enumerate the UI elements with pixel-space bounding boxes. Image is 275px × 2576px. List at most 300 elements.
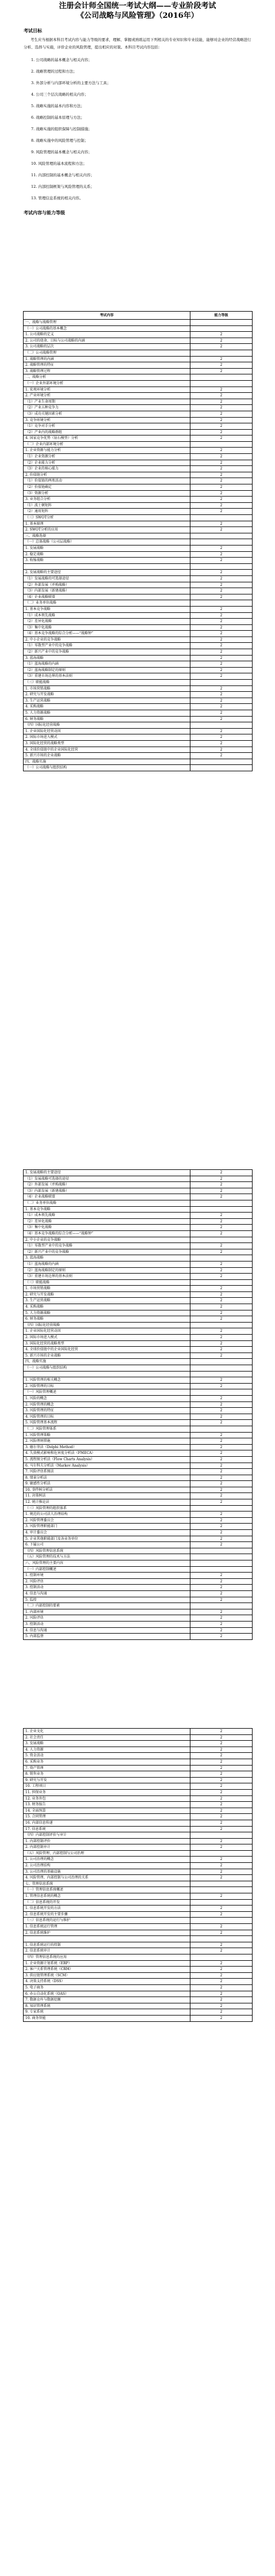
content-cell: 4. 失效模式影响和危害度分析法（FMECA）: [24, 1450, 190, 1457]
table-row: [24, 411, 253, 417]
level-cell: 2: [190, 1578, 253, 1585]
content-cell: 5. 内部监督: [24, 1634, 190, 1640]
table-row: [24, 1869, 253, 1875]
content-cell: 11. 决策树法: [24, 1493, 190, 1499]
content-cell: 2. 发展战略的主要途径: [24, 570, 190, 576]
table-row: [24, 1206, 253, 1213]
level-cell: 2: [190, 1844, 253, 1851]
table-row: [24, 539, 253, 545]
header-content: 考试内容: [24, 312, 190, 320]
content-cell: （二）内部控制的要素: [24, 1603, 190, 1609]
table-row: [24, 1469, 253, 1475]
content-cell: （一）管理信息系统概述: [24, 1887, 190, 1893]
content-cell: 7. 风险评估系图法: [24, 1469, 190, 1475]
table-row: [24, 1383, 253, 1389]
level-cell: [190, 441, 253, 448]
table-row: [24, 1200, 253, 1206]
content-cell: 3. 国际化经营的战略类型: [24, 740, 190, 747]
content-cell: （3）内部发展（新建战略）: [24, 1188, 190, 1194]
table-row: [24, 722, 253, 729]
level-cell: 2: [190, 1789, 253, 1795]
level-cell: 2: [190, 448, 253, 454]
table-row: [24, 643, 253, 649]
table-row: [24, 533, 253, 539]
topic-item: 2. 战略管理的过程和方法；: [31, 69, 77, 74]
content-cell: （2）新兴产业中的竞争战略: [24, 649, 190, 656]
level-cell: 2: [190, 558, 253, 564]
level-cell: 2: [190, 734, 253, 741]
table-row: [24, 673, 253, 680]
level-cell: 2: [190, 1783, 253, 1790]
level-cell: [190, 1936, 253, 1942]
content-cell: 1. 信息系统运行管理: [24, 1924, 190, 1930]
table-row: [24, 655, 253, 661]
table-row: [24, 1432, 253, 1438]
level-cell: 2: [190, 1230, 253, 1237]
syllabus-table-2: [23, 1169, 253, 1640]
table-row: [24, 698, 253, 704]
table-row: [24, 1365, 253, 1372]
table-row: [24, 1789, 253, 1795]
table-row: [24, 1347, 253, 1353]
table-row: [24, 1875, 253, 1881]
table-row: [24, 1420, 253, 1426]
content-cell: 1. 风险的概念: [24, 1395, 190, 1401]
table-row: [24, 1585, 253, 1591]
level-cell: 2: [190, 521, 253, 527]
level-cell: 2: [190, 1771, 253, 1778]
table-row: [24, 1316, 253, 1323]
content-cell: 3. 控制活动: [24, 1621, 190, 1627]
level-cell: 2: [190, 1353, 253, 1359]
table-row: [24, 1286, 253, 1292]
table-row: [24, 1389, 253, 1396]
content-cell: 二、战略分析: [24, 374, 190, 381]
level-cell: 2: [190, 575, 253, 582]
level-cell: 2: [190, 1747, 253, 1753]
content-cell: 2. SWOT分析的应用: [24, 527, 190, 533]
level-cell: 2: [190, 435, 253, 442]
content-cell: 4. 采购战略: [24, 704, 190, 710]
level-cell: [190, 759, 253, 765]
table-row: [24, 521, 253, 527]
content-cell: 2. 研究与开发战略: [24, 692, 190, 698]
level-cell: [190, 1322, 253, 1328]
level-cell: 2: [190, 1765, 253, 1771]
table-row: [24, 2003, 253, 2009]
level-cell: 2: [190, 1298, 253, 1304]
content-cell: 2. 战略管理的特征: [24, 362, 190, 369]
table-row: [24, 747, 253, 753]
topic-item: 4. 公司三个层次战略的相关内容；: [31, 92, 89, 97]
table-row: [24, 1237, 253, 1243]
table-row: [24, 612, 253, 619]
content-cell: （一）企业外部环境分析: [24, 380, 190, 387]
table-row: [24, 1335, 253, 1341]
level-cell: 2: [190, 1597, 253, 1603]
table-row: [24, 1225, 253, 1231]
content-cell: 5. 人力资源战略: [24, 1310, 190, 1316]
level-cell: 2: [190, 1310, 253, 1316]
content-cell: 1. 企业文化: [24, 1729, 190, 1735]
topic-item: 7. 战略实施的组织保障与控制措施；: [31, 127, 92, 131]
content-cell: （一）风险管理概述: [24, 1389, 190, 1396]
level-cell: [190, 1881, 253, 1887]
level-cell: 2: [190, 728, 253, 734]
content-cell: 4. 采购战略: [24, 1304, 190, 1310]
content-cell: [24, 563, 190, 570]
content-cell: 3. 收缩战略: [24, 558, 190, 564]
level-cell: [190, 722, 253, 729]
level-cell: 2: [190, 1808, 253, 1814]
content-cell: 3. 国际化经营的战略类型: [24, 1340, 190, 1347]
content-cell: （五）风险管理的技术与方法: [24, 1554, 190, 1560]
level-cell: 2: [190, 740, 253, 747]
content-cell: （二）企业内部环境分析: [24, 441, 190, 448]
level-cell: 2: [190, 1530, 253, 1536]
table-row: [24, 1426, 253, 1432]
table-row: [24, 1176, 253, 1182]
level-cell: 2: [190, 1414, 253, 1420]
level-cell: 2: [190, 1759, 253, 1765]
content-cell: 7. 数据仓库与数据挖掘: [24, 1997, 190, 2003]
level-cell: 2: [190, 1463, 253, 1469]
content-cell: 7. 资产管理: [24, 1765, 190, 1771]
content-cell: 5. 新兴市场的企业战略: [24, 1353, 190, 1359]
level-cell: 2: [190, 667, 253, 673]
content-cell: 七、管理信息系统: [24, 1881, 190, 1887]
table-row: [24, 1887, 253, 1893]
content-cell: 1. 信息系统开发的方法: [24, 1906, 190, 1912]
table-row: [24, 1188, 253, 1194]
content-cell: （1）竞争对手分析: [24, 423, 190, 430]
level-cell: 2: [190, 387, 253, 393]
level-cell: 2: [190, 661, 253, 668]
level-cell: 2: [190, 1383, 253, 1389]
content-cell: 6. 下属公司: [24, 1542, 190, 1548]
content-cell: （四）国际化经营战略: [24, 722, 190, 729]
level-cell: [190, 1560, 253, 1567]
table-row: [24, 423, 253, 430]
content-cell: （2）蓝海战略制定的原则: [24, 667, 190, 673]
content-cell: 4. 决策支持系统（DSS）: [24, 1979, 190, 1985]
level-cell: [190, 1603, 253, 1609]
table-row: [24, 1414, 253, 1420]
table-row: [24, 1930, 253, 1936]
table-row: [24, 600, 253, 607]
level-cell: 2: [190, 1634, 253, 1640]
topic-item: 5. 战略实施的基本内容和方法；: [31, 104, 85, 108]
content-cell: 1. 管理信息系统的概念: [24, 1893, 190, 1900]
table-row: [24, 332, 253, 338]
table-row: [24, 563, 253, 570]
content-cell: 2. 国际市场进入模式: [24, 734, 190, 741]
content-cell: 2. 社会责任: [24, 1734, 190, 1741]
level-cell: 2: [190, 454, 253, 460]
topic-item: 11. 内部控制的基本概念与相关内容；: [31, 173, 94, 177]
content-cell: 3. 公司治理的基础设施: [24, 1869, 190, 1875]
level-cell: [190, 1566, 253, 1573]
table-row: [24, 1517, 253, 1524]
level-cell: 2: [190, 1170, 253, 1176]
content-cell: 2. 客户关系管理系统（CRM）: [24, 1967, 190, 1973]
table-row: [24, 1371, 253, 1377]
content-cell: （1）发展战略可选择的途径: [24, 1176, 190, 1182]
table-row: [24, 1578, 253, 1585]
table-row: [24, 1747, 253, 1753]
table-row: [24, 753, 253, 759]
level-cell: 2: [190, 1304, 253, 1310]
level-cell: [190, 533, 253, 539]
table-row: [24, 509, 253, 515]
content-cell: 1. 发展战略: [24, 545, 190, 551]
level-cell: 2: [190, 1286, 253, 1292]
topic-item: 13. 管理信息系统的相关内容。: [31, 196, 83, 200]
table-row: [24, 1328, 253, 1335]
level-cell: 2: [190, 1972, 253, 1979]
table-row: [24, 1948, 253, 1954]
table-row: [24, 1298, 253, 1304]
level-cell: 2: [190, 1243, 253, 1249]
level-cell: 2: [190, 1991, 253, 1997]
level-cell: 2: [190, 1182, 253, 1188]
topic-item: 3. 外部分析与内部环境分析的主要方法与工具；: [31, 81, 111, 85]
table-row: [24, 1777, 253, 1783]
content-cell: （4）基本竞争战略的综合分析——“战略钟”: [24, 631, 190, 637]
level-cell: [190, 1200, 253, 1206]
level-cell: 2: [190, 1906, 253, 1912]
level-cell: 2: [190, 1481, 253, 1487]
level-cell: 2: [190, 1573, 253, 1579]
table-row: [24, 1274, 253, 1280]
level-cell: 2: [190, 1267, 253, 1274]
table-row: [24, 527, 253, 533]
level-cell: [190, 1554, 253, 1560]
table-row: [24, 1170, 253, 1176]
level-cell: 2: [190, 1335, 253, 1341]
content-cell: 11. 担保业务: [24, 1789, 190, 1795]
level-cell: 2: [190, 673, 253, 680]
table-row: [24, 1759, 253, 1765]
table-row: [24, 405, 253, 411]
table-row: [24, 1634, 253, 1640]
content-cell: 四、战略实施: [24, 1359, 190, 1365]
content-cell: 1. 发展战略的主要途径: [24, 1170, 190, 1176]
level-cell: [190, 1505, 253, 1511]
level-cell: 2: [190, 1524, 253, 1530]
level-cell: [190, 1887, 253, 1893]
table-row: [24, 765, 253, 771]
level-cell: 2: [190, 1627, 253, 1634]
table-row: [24, 1291, 253, 1298]
level-cell: [190, 1279, 253, 1286]
content-cell: 15. 合同管理: [24, 1814, 190, 1820]
content-cell: 16. 内部信息传递: [24, 1820, 190, 1826]
level-cell: 2: [190, 1395, 253, 1401]
content-cell: （五）风险管理、内部控制与公司治理: [24, 1850, 190, 1857]
table-row: [24, 606, 253, 612]
table-row: [24, 575, 253, 582]
table-row: [24, 1249, 253, 1255]
level-cell: 2: [190, 1261, 253, 1267]
level-cell: [190, 1255, 253, 1262]
content-cell: 5. 风险管理基本流程: [24, 1420, 190, 1426]
table-row: [24, 515, 253, 521]
level-cell: [190, 1365, 253, 1372]
content-cell: （三）风险管理的组织体系: [24, 1505, 190, 1511]
table-row: [24, 1322, 253, 1328]
table-row: [24, 667, 253, 673]
level-cell: 2: [190, 1225, 253, 1231]
table-row: [24, 1960, 253, 1967]
level-cell: 2: [190, 1377, 253, 1384]
level-cell: [190, 1389, 253, 1396]
level-cell: 2: [190, 423, 253, 430]
content-cell: （3）成功关键因素分析: [24, 411, 190, 417]
table-row: [24, 1194, 253, 1200]
level-cell: 2: [190, 710, 253, 717]
content-cell: 5. 企业其他职能部门及各业务单位: [24, 1536, 190, 1542]
level-cell: 2: [190, 1487, 253, 1493]
content-cell: 2. 公司治理结构: [24, 1863, 190, 1869]
content-cell: 1. 市场营销战略: [24, 685, 190, 692]
title-line-2: 《公司战略与风险管理》（2016年）: [77, 12, 198, 20]
content-cell: 13. 财务报告: [24, 1802, 190, 1808]
content-cell: 9. 研究与开发: [24, 1777, 190, 1783]
table-row: [24, 661, 253, 668]
table-row: [24, 710, 253, 717]
level-cell: 2: [190, 1857, 253, 1863]
content-cell: （3）集中化战略: [24, 1225, 190, 1231]
level-cell: [190, 1954, 253, 1960]
content-cell: （4）企业战略联盟: [24, 594, 190, 600]
table-row: [24, 1615, 253, 1622]
table-row: [24, 497, 253, 503]
content-cell: （2）差异化战略: [24, 619, 190, 625]
table-row: [24, 1783, 253, 1790]
content-cell: （2）蓝海战略制定的原则: [24, 1267, 190, 1274]
table-row: [24, 399, 253, 405]
content-cell: 5. 资金活动: [24, 1753, 190, 1759]
table-row: [24, 680, 253, 686]
table-row: [24, 1450, 253, 1457]
table-row: [24, 1795, 253, 1802]
level-cell: [190, 380, 253, 387]
content-cell: （1）价值链的两类活动: [24, 478, 190, 484]
content-cell: 14. 全面预算: [24, 1808, 190, 1814]
table-row: [24, 1942, 253, 1948]
content-cell: （一）公司战略与组织结构: [24, 1365, 190, 1372]
content-cell: （二）风险管理体系: [24, 1426, 190, 1432]
level-cell: 2: [190, 1729, 253, 1735]
content-cell: 三、战略选择: [24, 533, 190, 539]
table-row: [24, 368, 253, 374]
level-cell: 2: [190, 1984, 253, 1991]
content-cell: （二）公司战略管理: [24, 350, 190, 356]
table-row: [24, 649, 253, 656]
level-cell: 2: [190, 1930, 253, 1936]
table-row: [24, 1463, 253, 1469]
level-cell: 2: [190, 1802, 253, 1808]
table-row: [24, 387, 253, 393]
level-cell: [190, 350, 253, 356]
content-cell: 四、战略实施: [24, 759, 190, 765]
table-row: [24, 637, 253, 643]
syllabus-table-1: [23, 311, 253, 771]
level-cell: 2: [190, 631, 253, 637]
table-row: [24, 1924, 253, 1930]
content-cell: [24, 1371, 190, 1377]
content-cell: 2. 公司的使命、目标与公司战略的内涵: [24, 338, 190, 344]
table-row: [24, 728, 253, 734]
level-cell: 2: [190, 1967, 253, 1973]
table-row: [24, 1863, 253, 1869]
level-cell: 2: [190, 1948, 253, 1954]
level-cell: 2: [190, 1863, 253, 1869]
level-cell: 2: [190, 1585, 253, 1591]
content-cell: 3. 公司战略的层次: [24, 344, 190, 350]
content-cell: 1. 企业资源与能力分析: [24, 448, 190, 454]
content-cell: 六、风险管理的主要内容: [24, 1560, 190, 1567]
content-cell: （四）国际化经营战略: [24, 1322, 190, 1328]
table-row: [24, 417, 253, 423]
level-cell: 2: [190, 356, 253, 362]
level-cell: 2: [190, 637, 253, 643]
content-cell: 2. 信息系统审计: [24, 1948, 190, 1954]
level-cell: 2: [190, 490, 253, 497]
table-header-row: [24, 312, 253, 320]
topic-item: 8. 战略实施中的风险管理与控制；: [31, 138, 89, 143]
syllabus-table-3: [23, 1728, 253, 2022]
content-cell: （4）企业战略联盟: [24, 1194, 190, 1200]
content-cell: 12. 业务外包: [24, 1795, 190, 1802]
table-row: [24, 1627, 253, 1634]
content-cell: 17. 信息系统: [24, 1826, 190, 1832]
level-cell: 2: [190, 643, 253, 649]
content-cell: 1. 企业国际化经营动因: [24, 1328, 190, 1335]
level-cell: 2: [190, 2009, 253, 2016]
table-row: [24, 1438, 253, 1445]
content-cell: 4. 人力资源: [24, 1747, 190, 1753]
table-row: [24, 2015, 253, 2021]
table-row: [24, 1609, 253, 1615]
table-row: [24, 2009, 253, 2016]
table-row: [24, 1267, 253, 1274]
table-row: [24, 1832, 253, 1839]
content-cell: （四）内部控制评价与审计: [24, 1832, 190, 1839]
level-cell: 2: [190, 1408, 253, 1414]
level-cell: 2: [190, 332, 253, 338]
content-cell: （三）信息系统的运行与维护: [24, 1918, 190, 1924]
level-cell: 2: [190, 472, 253, 478]
level-cell: 2: [190, 1942, 253, 1948]
level-cell: [190, 1426, 253, 1432]
content-cell: 4. 风险管理、内部控制与公司治理的关系: [24, 1875, 190, 1881]
level-cell: 2: [190, 588, 253, 594]
content-cell: 3. 供应链管理系统（SCM）: [24, 1972, 190, 1979]
content-cell: 2. 稳定战略: [24, 551, 190, 558]
table-row: [24, 472, 253, 478]
requirements-heading: 考试目标: [24, 28, 42, 33]
content-cell: 4. 全球价值链中的企业国际化经营: [24, 1347, 190, 1353]
level-cell: 2: [190, 1997, 253, 2003]
table-row: [24, 685, 253, 692]
level-cell: [190, 320, 253, 326]
table-row: [24, 484, 253, 491]
table-row: [24, 1826, 253, 1832]
level-cell: 2: [190, 685, 253, 692]
level-cell: 2: [190, 1274, 253, 1280]
